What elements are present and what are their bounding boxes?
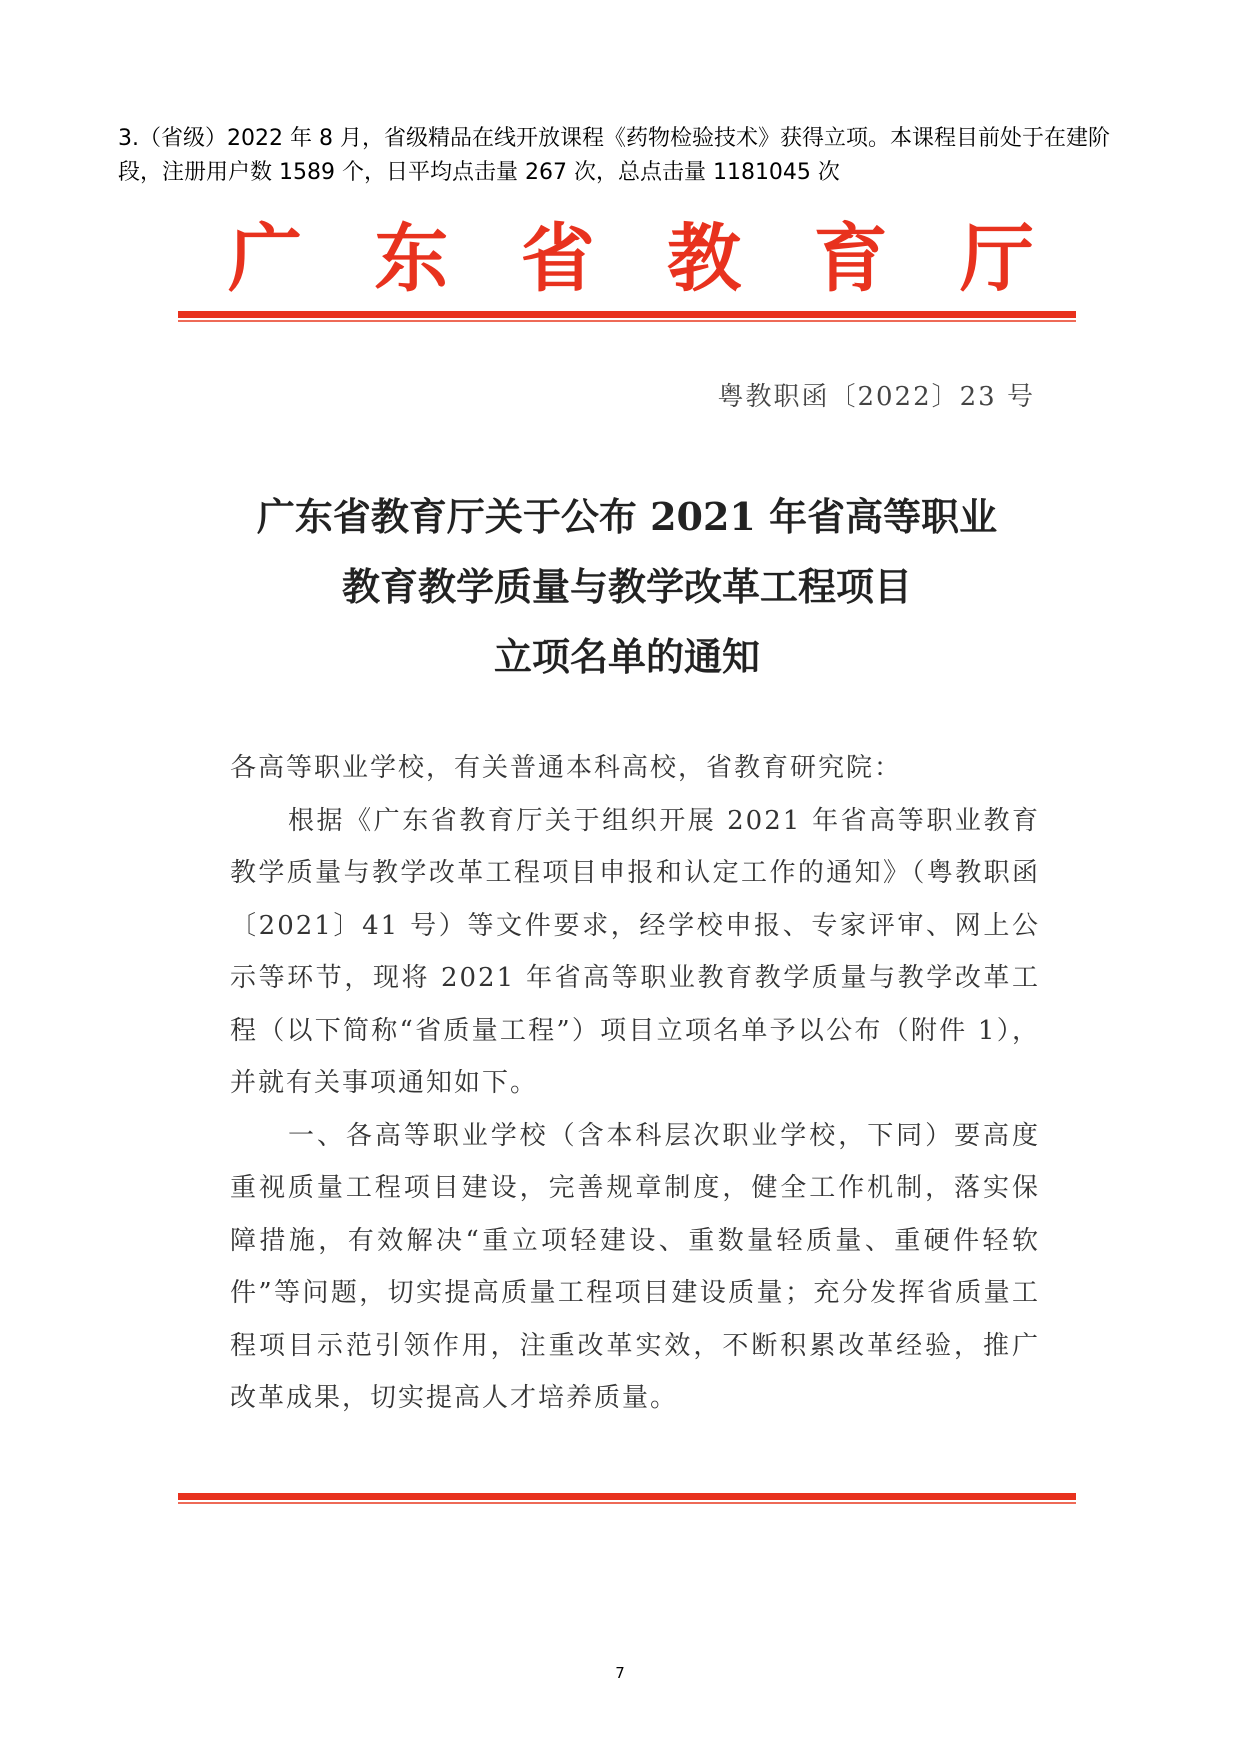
letterhead-red-rule [178, 311, 1076, 318]
notice-title [178, 482, 1076, 692]
title-line: 立项名单的通知 [493, 634, 760, 679]
notice-body [230, 742, 1040, 1425]
letterhead-char: 省 [520, 216, 595, 302]
letterhead-char: 广 [228, 216, 302, 302]
page-number: 7 [615, 1664, 625, 1682]
letterhead-char: 东 [374, 216, 449, 302]
intro-text: 3.（省级）2022 年 8 月，省级精品在线开放课程《药物检验技术》获得立项。本课程目前处于在建阶段，注册用户数 1589 个，日平均点击量 267 次，总点击量 1181045 次 [118, 126, 1110, 185]
body-paragraph: 一、各高等职业学校（含本科层次职业学校，下同）要高度重视质量工程项目建设，完善规章制度，健全工作机制，落实保障措施，有效解决“重立项轻建设、重数量轻质量、重硬件轻软件”等问题，切实提高质量工程项目建设质量；充分发挥省质量工程项目示范引领作用，注重改革实效，不断积累改革经验，推广改革成果，切实提高人才培养质量。 [230, 1120, 1040, 1413]
document-number: 粤教职函〔2022〕23 号 [717, 382, 1035, 412]
letterhead-char: 厅 [959, 216, 1034, 302]
title-line: 教育教学质量与教学改革工程项目 [341, 564, 912, 609]
letterhead-masthead [178, 214, 1076, 304]
letterhead-char: 教 [667, 216, 742, 302]
title-line: 广东省教育厅关于公布 2021 年省高等职业 [256, 494, 998, 539]
intro-paragraph [118, 122, 1128, 190]
letterhead-char: 育 [813, 216, 888, 302]
letterhead [178, 200, 1076, 360]
body-paragraph: 根据《广东省教育厅关于组织开展 2021 年省高等职业教育教学质量与教学改革工程项目申报和认定工作的通知》（粤教职函〔2021〕41 号）等文件要求，经学校申报、专家评审、网上公示等环节，现将 2021 年省高等职业教育教学质量与教学改革工程（以下简称“省质量工程”）项目立项名单予以公布（附件 1），并就有关事项通知如下。 [230, 805, 1040, 1098]
footer-red-rule [178, 1493, 1076, 1500]
salutation: 各高等职业学校，有关普通本科高校，省教育研究院： [230, 753, 903, 783]
